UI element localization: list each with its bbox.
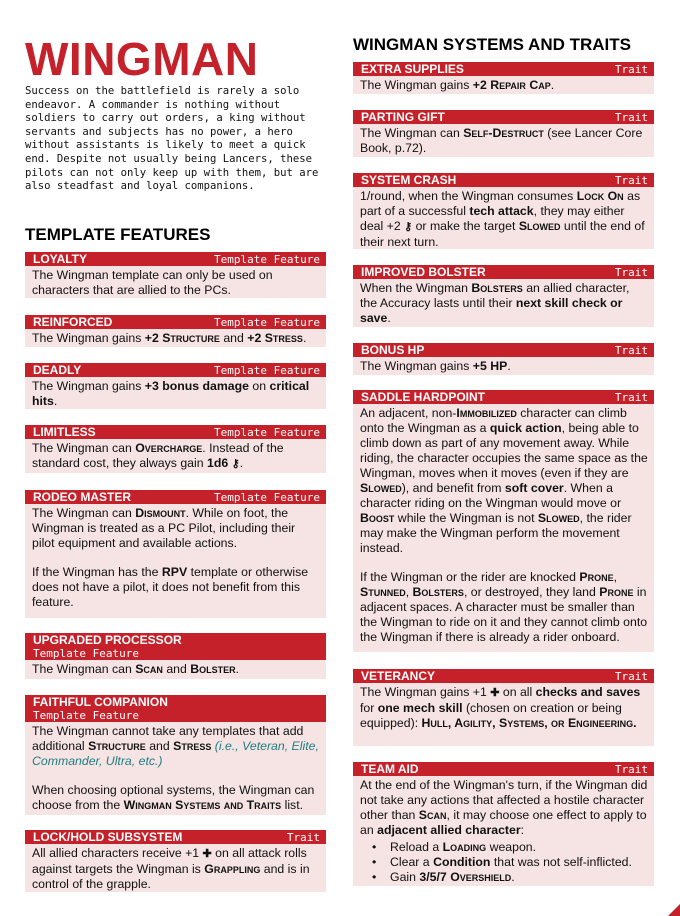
- trait-name: PARTING GIFT: [361, 109, 445, 124]
- feature-text: The Wingman can Overcharge. Instead of the standard cost, they always gain 1d6 ⚷.: [32, 441, 284, 470]
- feature-tag: Template Feature: [33, 708, 139, 722]
- feature-rodeo-master: [25, 490, 326, 618]
- trait-text: The Wingman gains +2 Repair Cap.: [360, 78, 555, 92]
- feature-tag: Trait: [286, 830, 320, 844]
- heat-icon: ⚷: [404, 221, 413, 233]
- feature-text: The Wingman can Dismount. While on foot, the Wingman is treated as a PC Pilot, including their pilot equipment and available actions. If the Wingman has the RPV template or otherwise does not have a pilot, it does not benefit from this feature.: [32, 506, 309, 609]
- trait-text: An adjacent, non-Immobilized character can climb onto the Wingman as a quick action, being able to climb down as part of any movement away. While riding, the character occupies the same space as the Wingman, moves when it moves (even if they are Slowed), and benefit from soft cover. When a character riding on the Wingman would move or Boost while the Wingman is not Slowed, the rider may make the Wingman perform the movement instead. If the Wingman or the rider are knocked Prone, Stunned, Bolsters, or destroyed, they land Prone in adjacent spaces. A character must be smaller than the Wingman to ride on it and they cannot climb onto the Wingman if there is already a rider onboard.: [360, 406, 648, 644]
- trait-text: The Wingman can Self-Destruct (see Lancer Core Book, p.72).: [360, 126, 643, 155]
- feature-tag: Template Feature: [214, 425, 320, 439]
- feature-faithful-companion: [25, 695, 326, 815]
- feature-header: [25, 315, 326, 329]
- feature-header: [25, 633, 326, 660]
- feature-name: LIMITLESS: [33, 424, 96, 439]
- feature-reinforced: [25, 315, 326, 347]
- feature-name: DEADLY: [33, 362, 82, 377]
- feature-header: [25, 490, 326, 504]
- feature-text: The Wingman gains +2 Structure and +2 Stress.: [32, 331, 307, 345]
- feature-text: The Wingman gains +3 bonus damage on critical hits.: [32, 379, 310, 408]
- template-features-heading: TEMPLATE FEATURES: [25, 225, 211, 244]
- feature-lock-hold-subsystem: [25, 830, 326, 892]
- trait-tag: Trait: [614, 390, 648, 404]
- feature-header: [25, 830, 326, 844]
- feature-tag: Template Feature: [214, 490, 320, 504]
- feature-text: All allied characters receive +1 ✚ on all attack rolls against targets the Wingman is Grappling and is in control of the grapple.: [32, 846, 310, 891]
- trait-tag: Trait: [614, 110, 648, 124]
- trait-name: BONUS HP: [361, 342, 425, 357]
- feature-header: [25, 425, 326, 439]
- feature-text: The Wingman can Scan and Bolster.: [32, 662, 240, 676]
- feature-name: FAITHFUL COMPANION: [33, 694, 168, 709]
- trait-improved-bolster: [353, 265, 654, 327]
- trait-extra-supplies: [353, 62, 654, 94]
- trait-text: 1/round, when the Wingman consumes Lock On as part of a successful tech attack, they may either deal +2 ⚷ or make the target Slowed until the end of their next turn.: [360, 189, 645, 249]
- trait-name: SADDLE HARDPOINT: [361, 389, 486, 404]
- trait-veterancy: [353, 669, 654, 746]
- team-aid-effects-list: [360, 840, 648, 885]
- feature-text: The Wingman cannot take any templates that add additional Structure and Stress (i.e., Veteran, Elite, Commander, Ultra, etc.) When choosing optional systems, the Wingman can choose from the Wingman Systems and Traits list.: [32, 724, 319, 812]
- trait-header: [353, 762, 654, 776]
- trait-text: The Wingman gains +5 HP.: [360, 359, 511, 373]
- feature-upgraded-processor: [25, 633, 326, 679]
- trait-system-crash: [353, 173, 654, 249]
- feature-limitless: [25, 425, 326, 473]
- trait-text: When the Wingman Bolsters an allied character, the Accuracy lasts until their next skill check or save.: [360, 281, 630, 325]
- feature-deadly: [25, 363, 326, 409]
- trait-name: TEAM AID: [361, 761, 419, 776]
- trait-parting-gift: [353, 110, 654, 157]
- trait-header: [353, 110, 654, 124]
- feature-tag: Template Feature: [214, 252, 320, 266]
- heat-icon: ⚷: [231, 458, 240, 470]
- feature-loyalty: [25, 252, 326, 298]
- page-title: WINGMAN: [25, 33, 259, 85]
- trait-header: [353, 62, 654, 76]
- trait-tag: Trait: [614, 62, 648, 76]
- feature-text: The Wingman template can only be used on characters that are allied to the PCs.: [32, 268, 273, 297]
- feature-header: [25, 363, 326, 377]
- accuracy-icon: ✚: [490, 687, 500, 699]
- trait-team-aid: [353, 762, 654, 886]
- trait-text: The Wingman gains +1 ✚ on all checks and saves for one mech skill (chosen on creation or being equipped): Hull, Agility, Systems, or Engineering.: [360, 685, 641, 730]
- trait-text: At the end of the Wingman's turn, if the Wingman did not take any actions that affected a hostile character other than Scan, it may choose one effect to apply to an adjacent allied character: • Reload a Loading weapon. • Clear a Condition that was not self-inflicted. • Gain 3/5/7 Overshield.: [353, 776, 654, 888]
- feature-name: RODEO MASTER: [33, 489, 132, 504]
- trait-tag: Trait: [614, 762, 648, 776]
- trait-name: IMPROVED BOLSTER: [361, 264, 486, 279]
- feature-name: UPGRADED PROCESSOR: [33, 632, 182, 647]
- feature-name: LOCK/HOLD SUBSYSTEM: [33, 829, 183, 844]
- list-item: • Clear a Condition that was not self-inflicted.: [360, 855, 648, 870]
- trait-bonus-hp: [353, 343, 654, 375]
- accuracy-icon: ✚: [202, 848, 212, 860]
- trait-header: [353, 390, 654, 404]
- feature-name: LOYALTY: [33, 251, 88, 266]
- trait-name: EXTRA SUPPLIES: [361, 61, 464, 76]
- trait-header: [353, 173, 654, 187]
- page-corner-decoration: [668, 904, 680, 916]
- feature-name: REINFORCED: [33, 314, 113, 329]
- list-item: • Reload a Loading weapon.: [360, 840, 648, 855]
- trait-name: VETERANCY: [361, 668, 436, 683]
- feature-tag: Template Feature: [214, 315, 320, 329]
- trait-header: [353, 265, 654, 279]
- trait-tag: Trait: [614, 265, 648, 279]
- trait-tag: Trait: [614, 343, 648, 357]
- trait-tag: Trait: [614, 173, 648, 187]
- list-item: • Gain 3/5/7 Overshield.: [360, 870, 648, 885]
- feature-header: [25, 695, 326, 722]
- intro-text: Success on the battlefield is rarely a solo endeavor. A commander is nothing without soldiers to carry out orders, a king without servants and subjects has no power, a hero without assistants is likely to meet a quick end. Despite not usually being Lancers, these pilots can not only keep up with them, but are also steadfast and loyal companions.: [25, 85, 319, 193]
- trait-name: SYSTEM CRASH: [361, 172, 457, 187]
- feature-tag: Template Feature: [214, 363, 320, 377]
- trait-header: [353, 669, 654, 683]
- systems-traits-heading: WINGMAN SYSTEMS AND TRAITS: [353, 35, 631, 54]
- feature-header: [25, 252, 326, 266]
- trait-header: [353, 343, 654, 357]
- trait-saddle-hardpoint: [353, 390, 654, 652]
- trait-tag: Trait: [614, 669, 648, 683]
- feature-tag: Template Feature: [33, 646, 139, 660]
